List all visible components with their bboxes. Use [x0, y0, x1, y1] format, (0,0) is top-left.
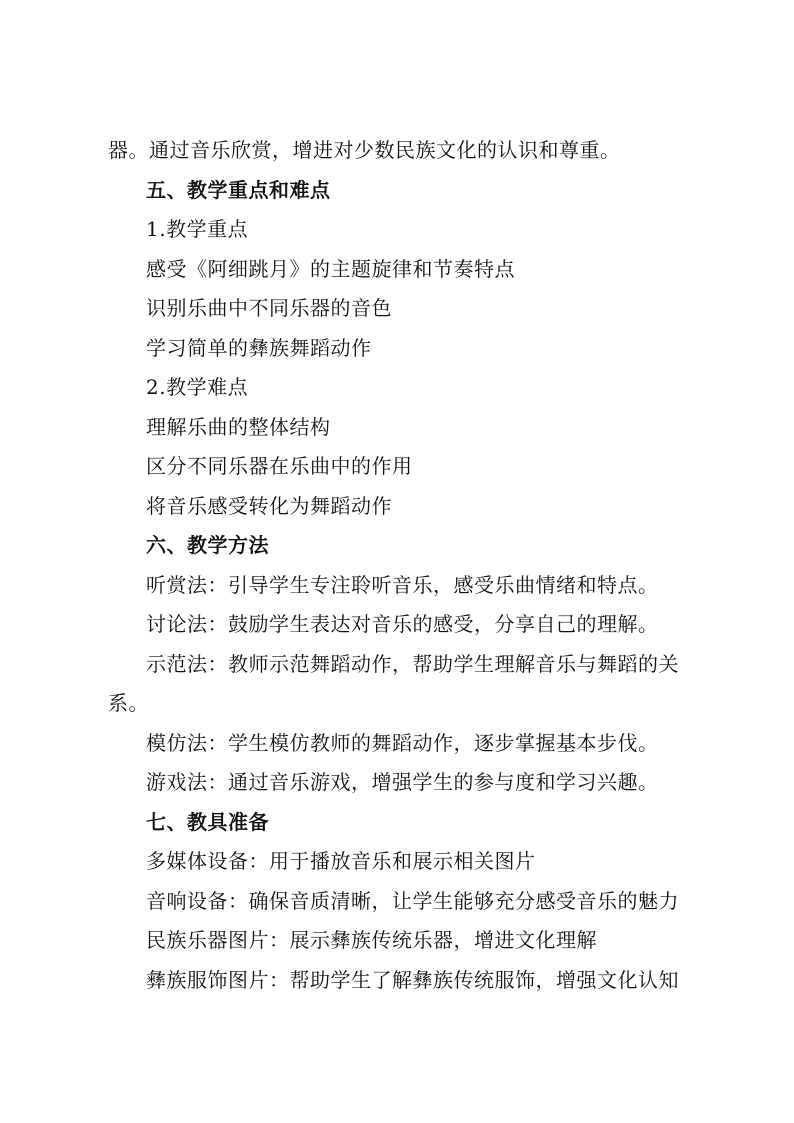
paragraph-line: 听赏法：引导学生专注聆听音乐，感受乐曲情绪和特点。 — [146, 573, 659, 597]
list-item: 感受《阿细跳月》的主题旋律和节奏特点 — [146, 257, 515, 281]
paragraph-line: 讨论法：鼓励学生表达对音乐的感受，分享自己的理解。 — [146, 612, 659, 636]
paragraph-line: 模仿法：学生模仿教师的舞蹈动作，逐步掌握基本步伐。 — [146, 731, 659, 755]
list-item: 彝族服饰图片：帮助学生了解彝族传统服饰，增强文化认知 — [146, 968, 679, 992]
list-item: 音响设备：确保音质清晰，让学生能够充分感受音乐的魅力 — [146, 889, 679, 913]
section-heading: 五、教学重点和难点 — [146, 178, 331, 202]
subsection-heading: 1.教学重点 — [146, 217, 249, 241]
list-item: 多媒体设备：用于播放音乐和展示相关图片 — [146, 849, 536, 873]
list-item: 民族乐器图片：展示彝族传统乐器，增进文化理解 — [146, 928, 597, 952]
paragraph-line: 游戏法：通过音乐游戏，增强学生的参与度和学习兴趣。 — [146, 770, 659, 794]
list-item: 识别乐曲中不同乐器的音色 — [146, 296, 392, 320]
paragraph-line: 示范法：教师示范舞蹈动作，帮助学生理解音乐与舞蹈的关 — [146, 652, 679, 676]
paragraph-line: 器。通过音乐欣赏，增进对少数民族文化的认识和尊重。 — [108, 138, 621, 162]
subsection-heading: 2.教学难点 — [146, 375, 249, 399]
list-item: 理解乐曲的整体结构 — [146, 415, 331, 439]
paragraph-line: 系。 — [108, 691, 149, 715]
list-item: 学习简单的彝族舞蹈动作 — [146, 336, 372, 360]
section-heading: 六、教学方法 — [146, 533, 269, 557]
list-item: 将音乐感受转化为舞蹈动作 — [146, 494, 392, 518]
list-item: 区分不同乐器在乐曲中的作用 — [146, 454, 413, 478]
section-heading: 七、教具准备 — [146, 810, 269, 834]
